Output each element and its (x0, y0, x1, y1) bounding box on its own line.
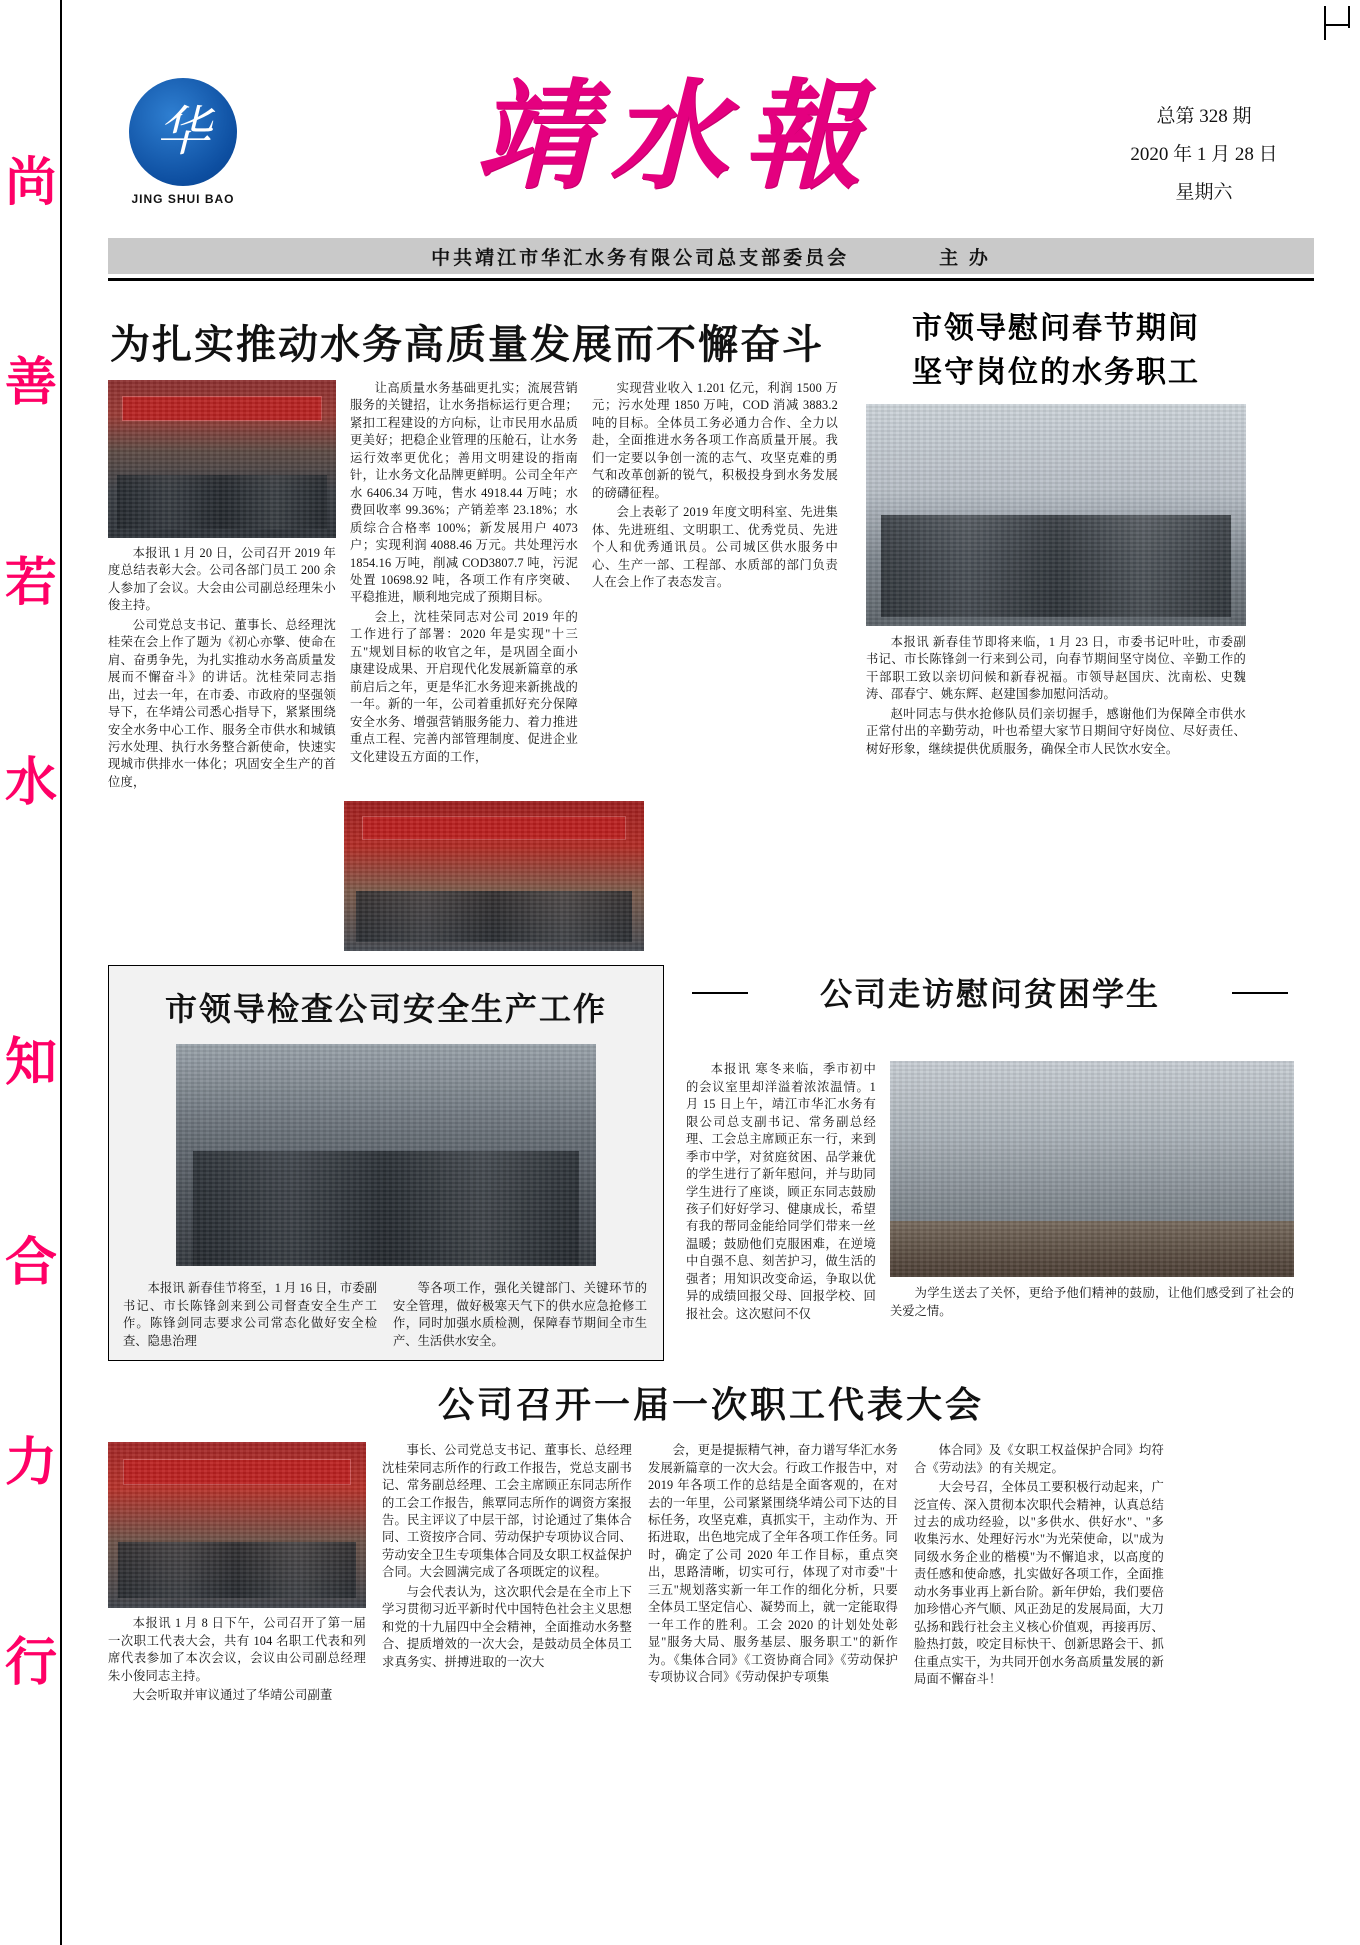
article-lead-headline: 为扎实推动水务高质量发展而不懈奋斗 (110, 321, 824, 368)
article-congress-p6: 体合同》及《女职工权益保护合同》均符合《劳动法》的有关规定。 (914, 1443, 1164, 1475)
section-top (108, 303, 1314, 951)
article-student-caption: 为学生送去了关怀，更给予他们精神的鼓励，让他们感受到了社会的关爱之情。 (890, 1286, 1294, 1318)
newspaper-page (62, 0, 1360, 1945)
article-lead-p2: 公司党总支书记、董事长、总经理沈桂荣在会上作了题为《初心亦擎、使命在肩、奋勇争先，为扎实推动水务高质量发展而不懈奋斗》的讲话。沈桂荣同志指出，过去一年，在市委、市政府的坚强领导下，在华靖公司悉心指导下，紧紧围绕安全水务中心工作、服务全市供水和城镇污水处理、执行水务整合新使命，快速实现城市供排水一体化；巩固安全生产的首位度， (108, 617, 336, 789)
article-congress-col0 (108, 1442, 366, 1706)
article-congress-col1 (382, 1442, 632, 1706)
article-student-visit (686, 965, 1294, 1361)
article-lead-body (108, 380, 848, 793)
article-lead-p3: 让高质量水务基础更扎实；流展营销服务的关键招，让水务指标运行更合理；紧扣工程建设的方向标，让市民用水品质更美好；把稳企业管理的压舱石，让水务运行效率更优化；善用文明建设的指南针，让水务文化品牌更鲜明。公司全年产水 6406.34 万吨，售水 4918.44 万吨；水费回收率 99.36%；产销差率 23.18%；水质综合合格率 100%；新发展用户 4073 户；实现利润 4088.46 万元。共处理污水 1854.16 万吨，削减 COD3807.7 吨，污泥处置 10698.92 吨，各项工作有序突破、平稳推进，顺利地完成了预期目标。 (350, 381, 578, 605)
article-lead-p6: 会上表彰了 2019 年度文明科室、先进集体、先进班组、文明职工、优秀党员、先进个人和优秀通讯员。公司城区供水服务中心、生产一部、工程部、水质部的部门负责人在会上作了表态发言。 (592, 505, 838, 589)
leader-visit-photo (866, 404, 1246, 626)
article-congress-p3: 事长、公司党总支书记、董事长、总经理沈桂荣同志所作的行政工作报告，党总支副书记、常务副总经理、工会主席顾正东同志所作的工会工作报告，熊覃同志所作的调资方案报告。民主评议了中层干部，讨论通过了集体合同、工资按序合同、劳动保护专项协议合同、劳动安全卫生专项集体合同及女职工权益保护合同。大会圆满完成了各项既定的议程。 (382, 1443, 632, 1580)
band-glyph-6: 合 (4, 1232, 57, 1293)
article-leader-visit-p2: 赵叶同志与供水抢修队员们亲切握手，感谢他们为保障全市供水正常付出的辛勤劳动，叶也希望大家节日期间守好岗位、尽好责任、树好形象，继续提供优质服务，确保全市人民饮水安全。 (866, 706, 1246, 756)
article-safety-inspection (108, 965, 664, 1361)
article-lead-col3 (592, 380, 838, 793)
article-congress-p4: 与会代表认为，这次职代会是在全市上下学习贯彻习近平新时代中国特色社会主义思想和党的十九届四中全会精神，全面推动水务整合、提质增效的一次大会，是鼓动员全体员工求真务实、拼搏进取的一次大 (382, 1584, 632, 1669)
article-leader-visit-p1: 本报讯 新春佳节即将来临，1 月 23 日，市委书记叶吐，市委副书记、市长陈锋剑一行来到公司，向春节期间坚守岗位、辛勤工作的干部职工致以亲切问候和新春祝福。市领导赵国庆、沈南松、史魏涛、邵春宁、姚东辉、赵建国参加慰问活动。 (866, 635, 1246, 702)
article-congress-col3 (914, 1442, 1164, 1706)
band-glyph-7: 力 (4, 1432, 57, 1493)
sponsor-role: 主 办 (939, 247, 991, 269)
article-safety-p2: 等各项工作，强化关键部门、关键环节的安全管理，做好极寒天气下的供水应急抢修工作，同时加强水质检测，保障春节期间全市生产、生活供水安全。 (393, 1281, 647, 1348)
section-middle (108, 965, 1314, 1361)
band-glyph-4: 水 (4, 752, 57, 813)
band-glyph-1: 尚 (4, 152, 57, 213)
paper-title-wrap (268, 52, 1084, 205)
article-student-p1: 本报讯 寒冬来临，季市初中的会议室里却洋溢着浓浓温情。1 月 15 日上午，靖江市华汇水务有限公司总支副书记、常务副总经理、工会总主席顾正东一行，来到季市中学，对贫庭贫困、品学兼优的学生进行了新年慰问，并与助同学生进行了座谈，顾正东同志鼓励孩子们好好学习、健康成长，希望有我的帮同金能给同学们带来一丝温暖；鼓励他们克服困难，在逆境中自强不息、刻苦护习，做生活的强者；用知识改变命运，争取以优异的成绩回报父母、回报学校、回报社会。这次慰问不仅 (686, 1062, 876, 1321)
masthead (108, 52, 1314, 232)
article-student-headline: 公司走访慰问贫困学生 (686, 969, 1294, 1015)
meeting-photo (108, 380, 336, 538)
article-congress-p7: 大会号召，全体员工要积极行动起来，广泛宣传、深入贯彻本次职代会精神，认真总结过去的成功经验，以"多供水、供好水"、"多收集污水、处理好污水"为光荣使命，以"成为同级水务企业的楷模"为不懈追求，以高度的责任感和使命感，扎实做好各项工作，全面推动水务事业再上新台阶。新年伊始，我们要倍加珍惜心齐气顺、风正劲足的发展局面，大刀弘扬和践行社会主义核心价值观，再接再厉、脸热打鼓，咬定目标快干、创新思路会干、抓住重点实干，为共同开创水务高质量发展的新局面不懈奋斗！ (914, 1480, 1164, 1687)
band-glyph-2: 善 (4, 352, 57, 413)
issue-date: 2020 年 1 月 28 日 (1130, 144, 1278, 165)
logo-mark: 华 (156, 100, 210, 163)
article-lead (108, 303, 848, 951)
article-congress-p5: 会，更是提振精气神，奋力谱写华汇水务发展新篇章的一次大会。行政工作报告中，对 2019 年各项工作的总结是全面客观的，在对去的一年里，公司紧紧围绕华靖公司下达的目标任务，攻坚克难，真抓实干，主动作为、开拓进取，出色地完成了全年各项工作任务。同时，确定了公司 2020 年工作目标，重点突出，思路清晰，切实可行，体现了对市委"十三五"规划落实新一年工作的细化分析，只要全体员工坚定信心、凝势而上，就一定能取得一年工作的胜利。工会 2020 的计划处处彰显"服务大局、服务基层、服务职工"的新作为。《集体合同》《工资协商合同》《劳动保护专项协议合同》《劳动保护专项集 (648, 1443, 898, 1685)
band-glyph-5: 知 (4, 1032, 57, 1093)
article-safety-p1: 本报讯 新春佳节将至，1 月 16 日，市委副书记、市长陈锋剑来到公司督查安全生产工作。陈锋剑同志要求公司常态化做好安全检查、隐患治理 (123, 1281, 377, 1348)
article-congress-col2 (648, 1442, 898, 1706)
article-lead-col1 (108, 380, 336, 793)
article-lead-p1: 本报讯 1 月 20 日，公司召开 2019 年度总结表彰大会。公司各部门员工 200 余人参加了会议。大会由公司副总经理朱小俊主持。 (108, 546, 336, 613)
article-lead-col2 (350, 380, 578, 793)
band-glyph-3: 若 (4, 552, 57, 613)
student-visit-photo (890, 1061, 1294, 1277)
headline-line-2: 坚守岗位的水务职工 (912, 354, 1200, 390)
issue-info (1094, 52, 1314, 212)
sponsor-organization: 中共靖江市华汇水务有限公司总支部委员会 (431, 247, 850, 269)
issue-number: 总第 328 期 (1156, 106, 1252, 127)
article-congress-headline: 公司召开一届一次职工代表大会 (437, 1384, 984, 1427)
congress-photo (108, 1442, 366, 1608)
section-bottom (108, 1377, 1314, 1706)
article-leader-visit-headline (866, 307, 1246, 394)
publisher-logo (108, 52, 258, 206)
award-ceremony-photo (344, 801, 644, 951)
band-glyph-8: 行 (4, 1632, 57, 1693)
logo-circle-icon (129, 78, 237, 186)
article-leader-visit (866, 303, 1246, 951)
article-congress-p2: 大会听取并审议通过了华靖公司副董 (132, 1687, 333, 1702)
article-lead-p5: 实现营业收入 1.201 亿元，利润 1500 万元；污水处理 1850 万吨，COD 消减 3883.2 吨的目标。全体员工务必通力合作、全力以赴，全面推进水务各项工作高质量开展。我们一定要以争创一流的志气、攻坚克难的勇气和改革创新的锐气，积极投身到水务发展的磅礴征程。 (592, 381, 838, 500)
headline-line-1: 市领导慰问春节期间 (912, 311, 1200, 346)
article-safety-headline: 市领导检查公司安全生产工作 (164, 990, 607, 1029)
article-congress-p1: 本报讯 1 月 8 日下午，公司召开了第一届一次职工代表大会，共有 104 名职工代表和列席代表参加了本次会议，会议由公司副总经理朱小俊同志主持。 (108, 1616, 366, 1683)
page-title: 靖水報 (474, 66, 877, 205)
masthead-divider (108, 278, 1314, 281)
article-congress-body (108, 1442, 1314, 1706)
decorative-side-band (0, 0, 62, 1945)
logo-pinyin: JING SHUI BAO (131, 192, 235, 206)
safety-inspection-photo (176, 1044, 596, 1266)
sponsor-bar (108, 238, 1314, 274)
issue-weekday: 星期六 (1175, 182, 1233, 203)
article-lead-p4: 会上，沈桂荣同志对公司 2019 年的工作进行了部署：2020 年是实现"十三五"规划目标的收官之年，是巩固全面小康建设成果、开启现代化发展新篇章的承前启后之年，更是华汇水务迎来新挑战的一年。新的一年，公司着重抓好充分保障安全水务、增强营销服务能力、着力推进重点工程、完善内部管理制度、促进企业文化建设五方面的工作， (350, 609, 578, 764)
